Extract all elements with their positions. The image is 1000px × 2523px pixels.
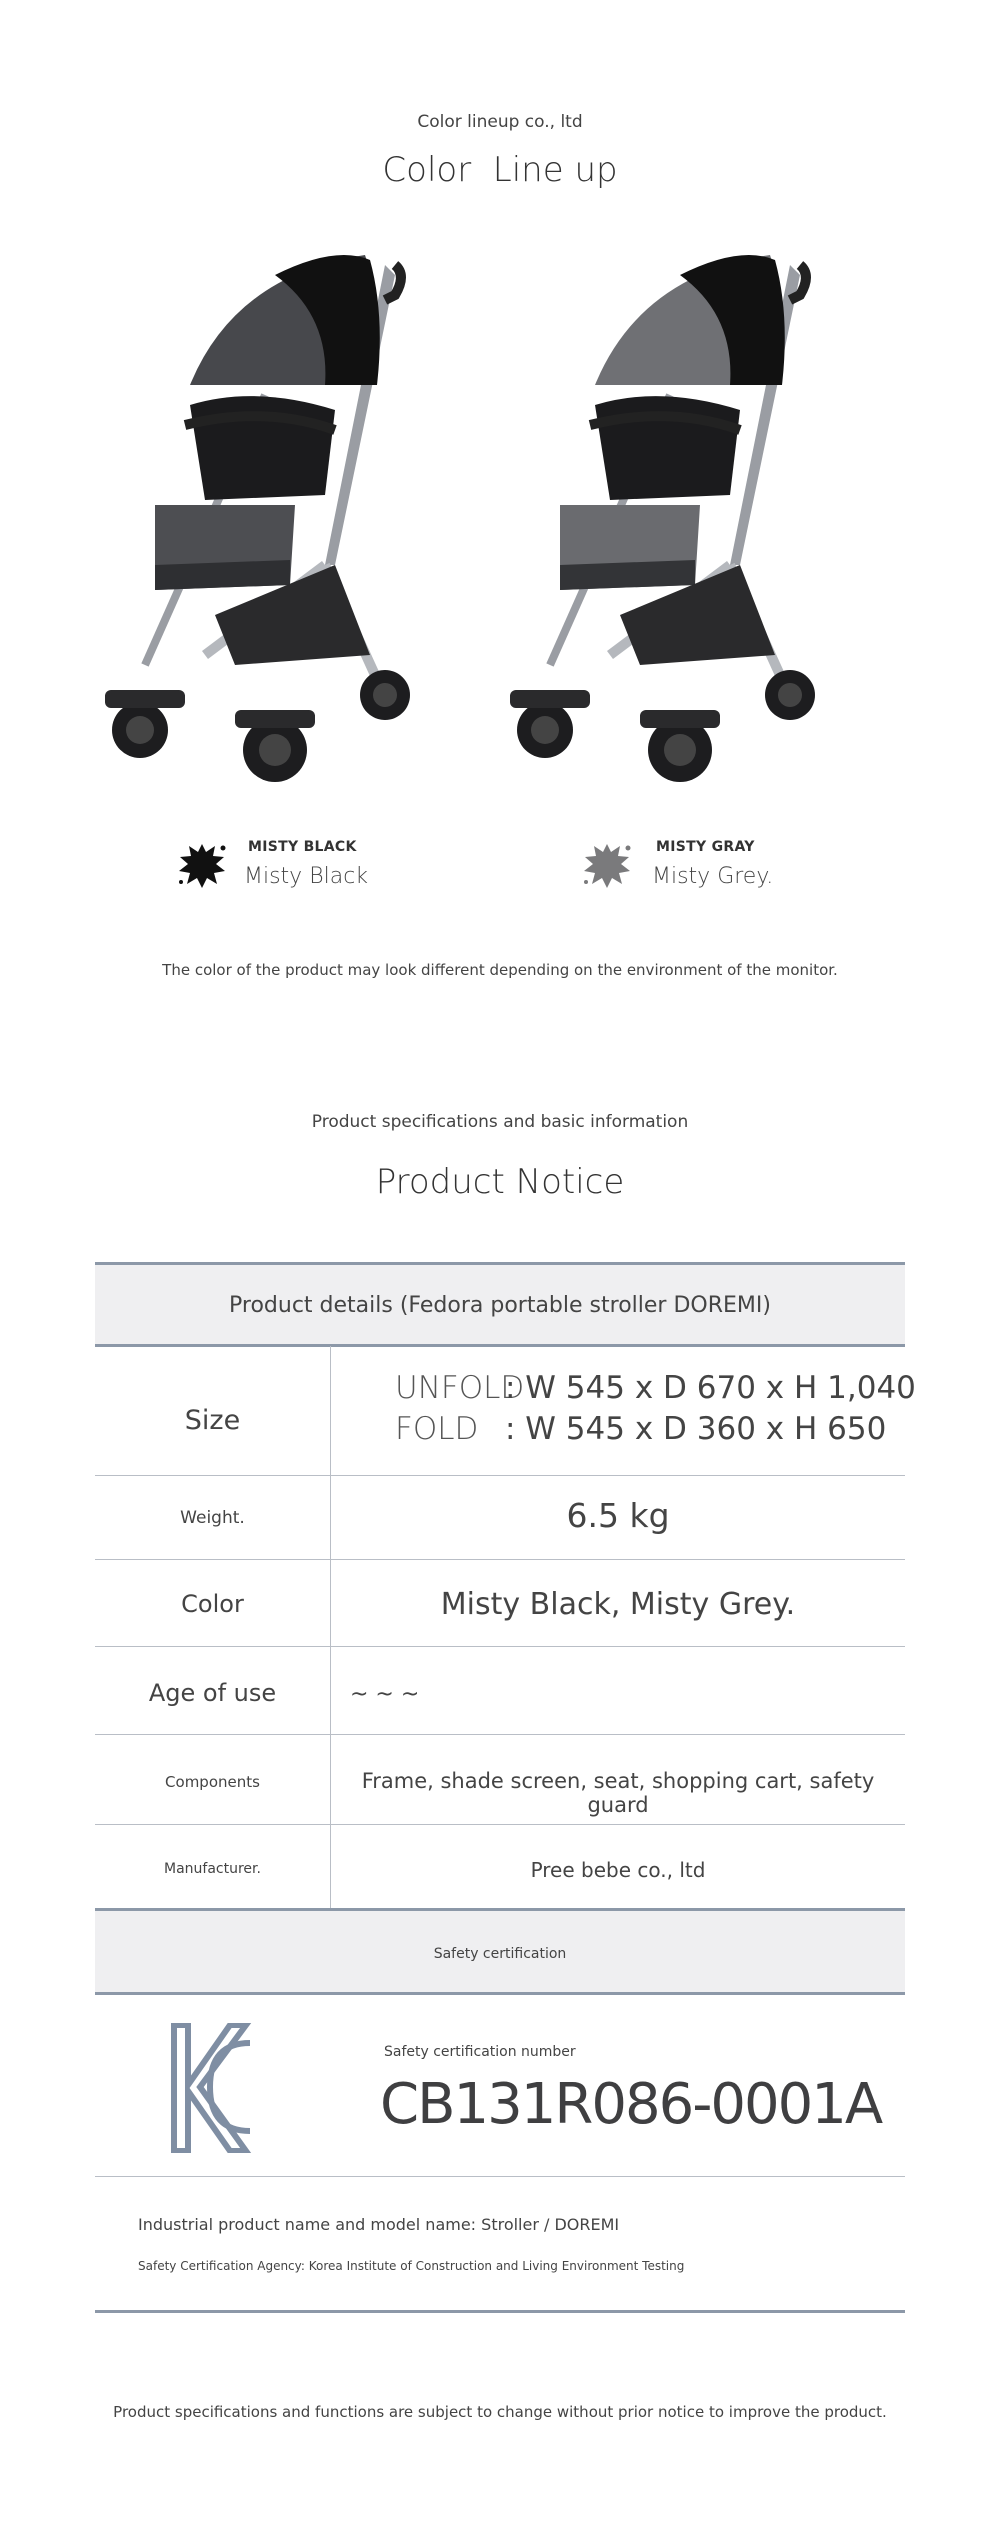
cert-number: CB131R086-0001A [380,2072,882,2137]
color-value: Misty Black, Misty Grey. [440,1587,796,1622]
misty-gray-swatch-icon [580,838,634,892]
table-header: Product details (Fedora portable stroller DOREMI) [229,1293,771,1318]
product-model-name: Industrial product name and model name: Stroller / DOREMI [138,2215,620,2234]
misty-black-code: MISTY BLACK [248,839,357,855]
manufacturer-value: Pree bebe co., ltd [530,1858,706,1882]
lineup-title: Color Line up [382,150,618,190]
components-value: Frame, shade screen, seat, shopping cart, safety guard [361,1769,875,1817]
kc-certification-icon [170,2023,252,2153]
fold-value: : W 545 x D 360 x H 650 [505,1411,887,1447]
safety-header: Safety certification [433,1946,567,1962]
size-label: Size [184,1405,241,1436]
weight-label: Weight. [180,1508,245,1528]
stroller-gray-image [500,235,900,805]
footer-notice: Product specifications and functions are subject to change without prior notice to improve the product. [113,2403,887,2421]
color-label: Color [181,1590,244,1618]
notice-subtitle: Product specifications and basic information [311,1112,689,1132]
unfold-label: UNFOLD [395,1370,525,1406]
components-label: Components [165,1773,260,1791]
age-value: ~ ~ ~ [350,1682,420,1707]
unfold-value: : W 545 x D 670 x H 1,040 [505,1370,916,1406]
misty-black-name: Misty Black [244,864,369,889]
color-disclaimer: The color of the product may look different depending on the environment of the monitor. [162,961,838,979]
misty-gray-name: Misty Grey. [652,864,774,889]
weight-value: 6.5 kg [566,1496,670,1535]
manufacturer-label: Manufacturer. [164,1861,261,1877]
age-label: Age of use [148,1679,277,1707]
fold-label: FOLD [395,1411,479,1447]
certification-agency: Safety Certification Agency: Korea Institute of Construction and Living Environment Testing [138,2259,685,2273]
notice-title: Product Notice [375,1162,625,1202]
stroller-black-image [95,235,495,805]
misty-gray-code: MISTY GRAY [656,839,755,855]
lineup-subtitle: Color lineup co., ltd [417,112,583,132]
misty-black-swatch-icon [175,838,229,892]
cert-number-label: Safety certification number [384,2044,576,2060]
